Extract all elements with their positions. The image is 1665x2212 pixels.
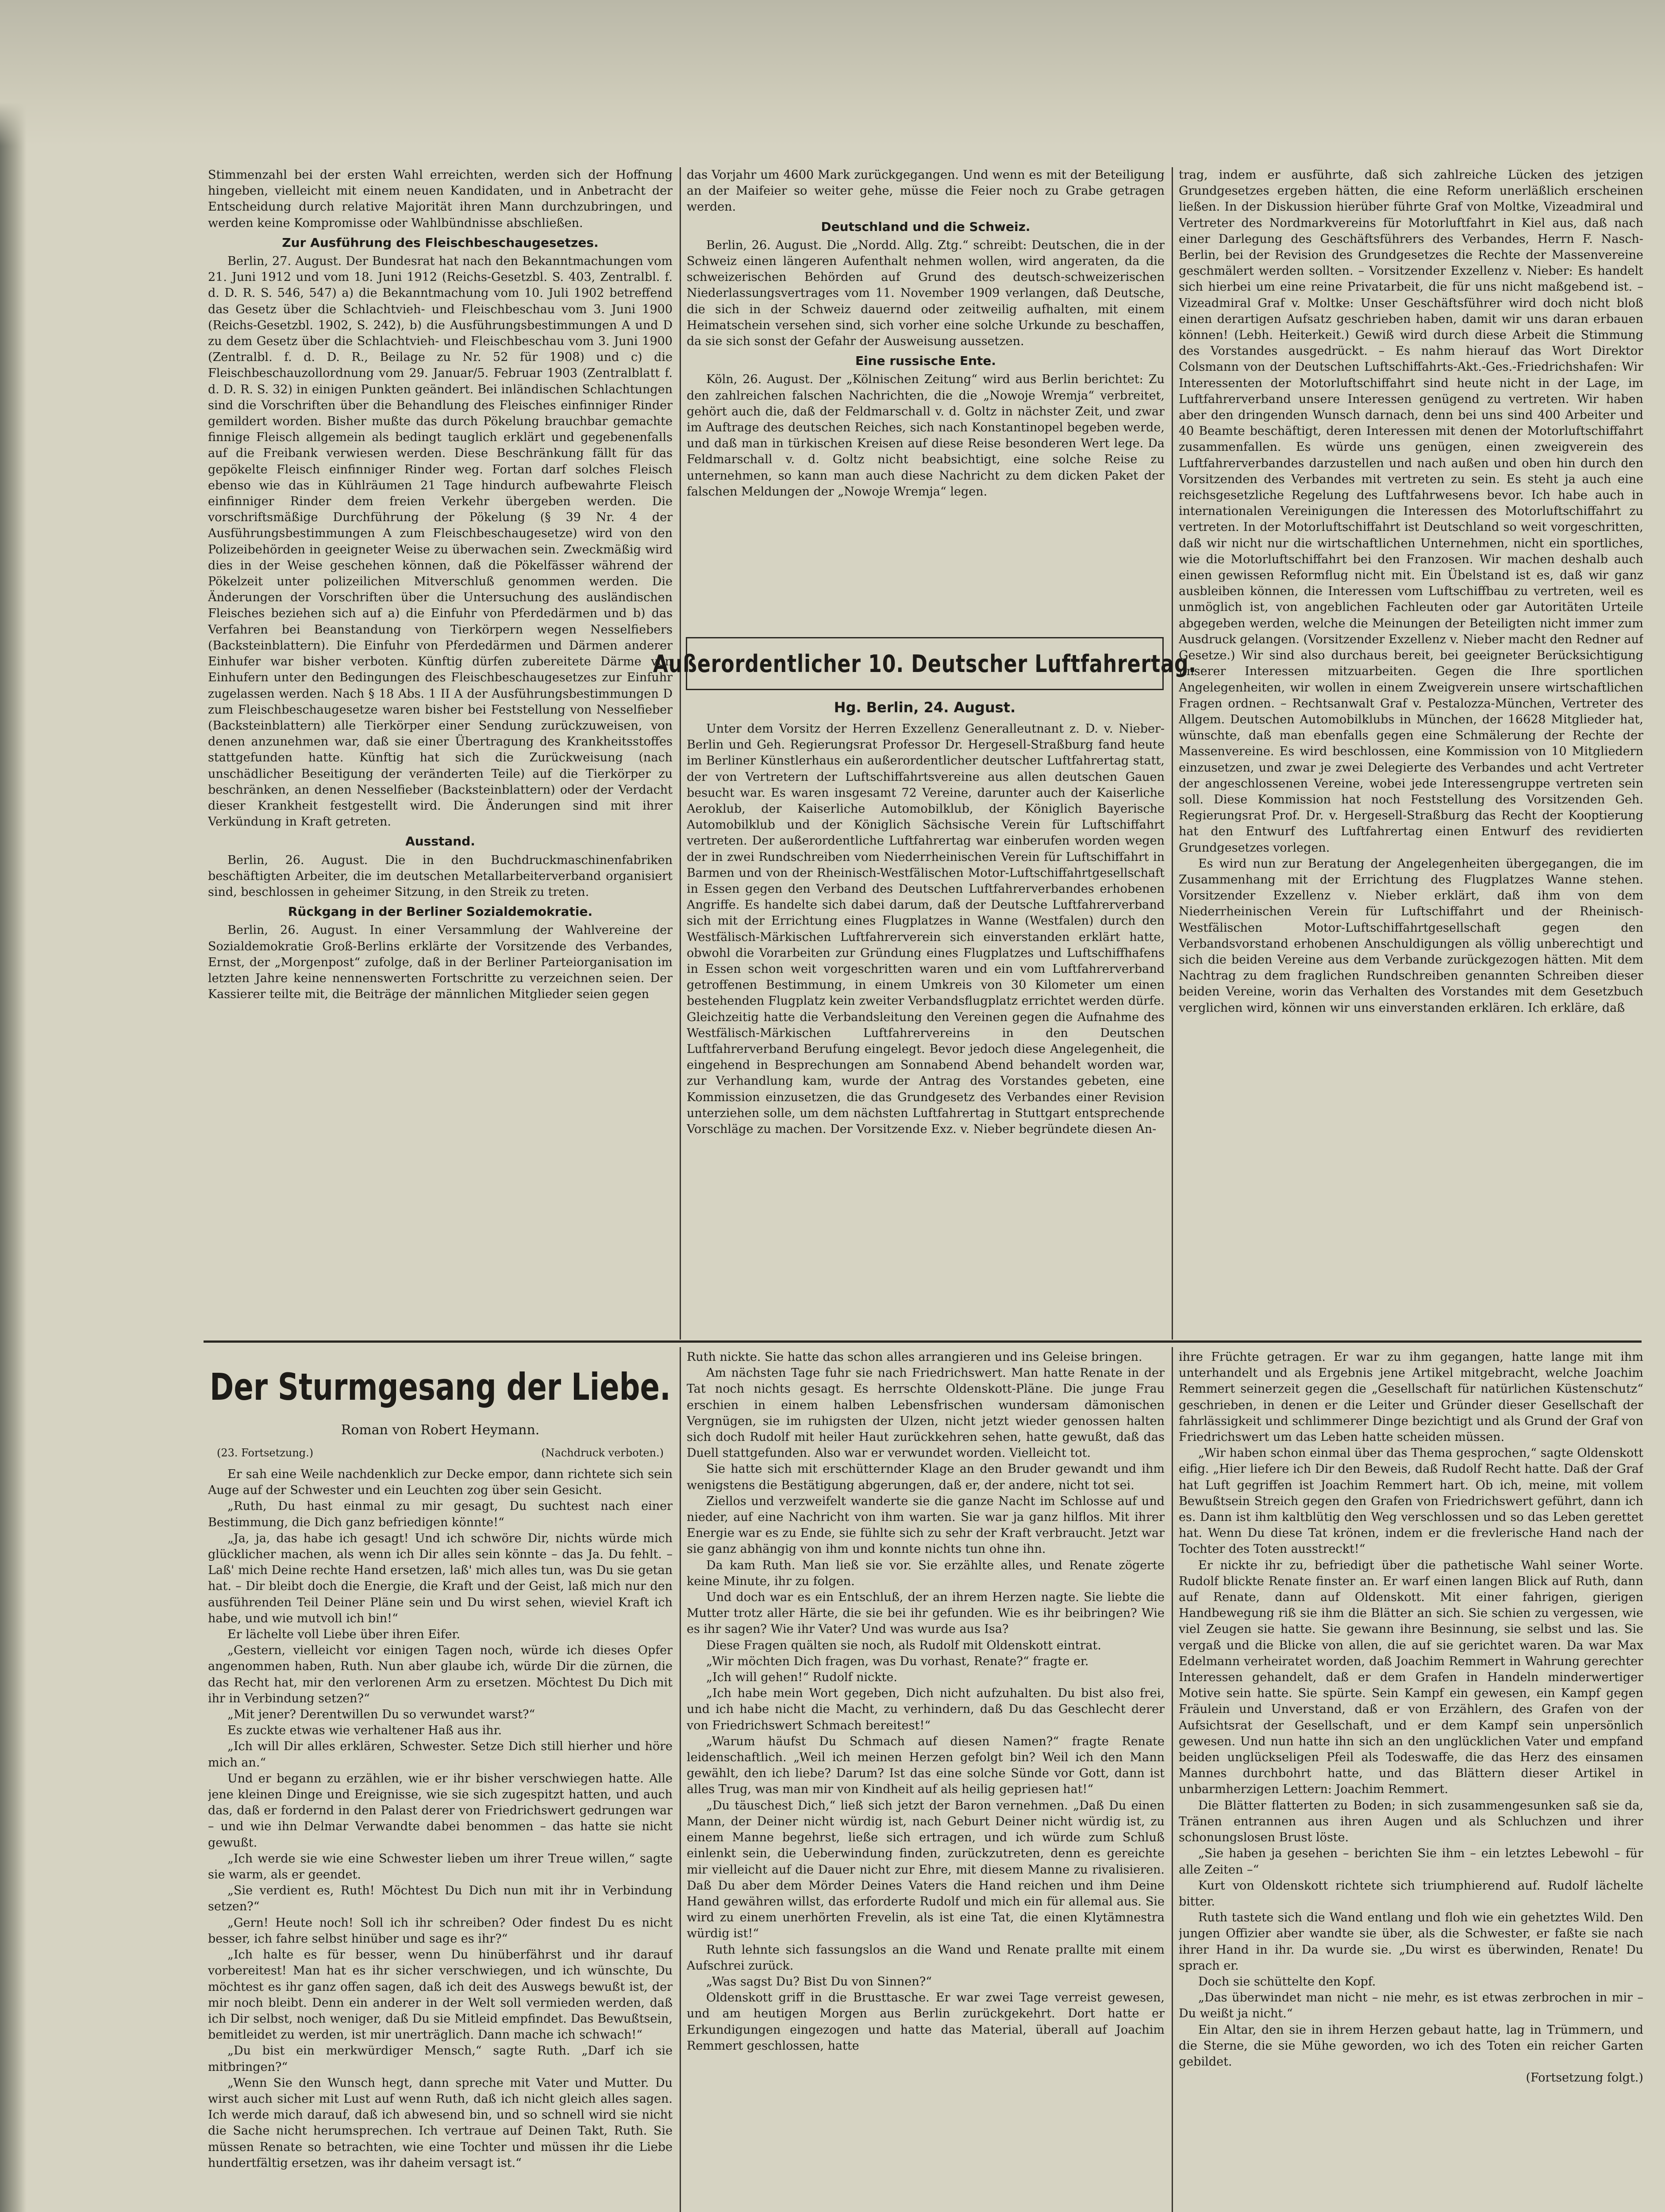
- novel-paragraph: Doch sie schüttelte den Kopf.: [1198, 1974, 1376, 1989]
- headline-title: Außerordentlicher 10. Deutscher Luftfahrertag.: [653, 649, 1197, 678]
- novel-paragraph: „Mit jener? Derentwillen Du so verwundet warst?“: [227, 1708, 535, 1722]
- novel-paragraph: Es zuckte etwas wie verhaltener Haß aus ihr.: [227, 1724, 502, 1738]
- novel-paragraph: Die Blätter flatterten zu Boden; in sich zusammengesunken saß sie da, Tränen entrannen aus ihren Augen und als Schluchzen und ihrer schonungslosen Brust löste.: [1179, 1798, 1643, 1845]
- novel-paragraph: „Ich will gehen!“ Rudolf nickte.: [706, 1671, 897, 1685]
- novel-paragraph: Ruth nickte. Sie hatte das schon alles arrangieren und ins Geleise bringen.: [687, 1350, 1142, 1364]
- article-paragraph: Berlin, 27. August. Der Bundesrat hat nach den Bekanntmachungen vom 21. Juni 1912 und vom 18. Juni 1912 (Reichs-Gesetzbl. S. 403, Zentralbl. f. d. D. R. S. 546, 547) a) die Bekanntmachung vom 10. Juli 1902 betreffend das Gesetz über die Schlachtvieh- und Fleischbeschau vom 3. Juni 1900 (Reichs-Gesetzbl. 1902, S. 242), b) die Ausführungsbestimmungen A und D zu dem Gesetz über die Schlachtvieh- und Fleischbeschau vom 3. Juni 1900 (Zentralbl. f. d. D. R., Beilage zu Nr. 52 für 1908) und c) die Fleischbeschauzollordnung vom 29. Januar/5. Februar 1903 (Zentralblatt f. d. D. R. S. 32) in einigen Punkten geändert. Bei inländischen Schlachtungen sind die Vorschriften über die Behandlung des Fleisches einfinniger Rinder gemildert worden. Bisher mußte das durch Pökelung brauchbar gemachte finnige Fleisch allgemein als bedingt tauglich erklärt und gegebenenfalls auf die Freibank verwiesen werden. Diese Beschränkung fällt für das gepökelte Fleisch einfinniger Rinder weg. Fortan darf solches Fleisch ebenso wie das in Kühlräumen 21 Tage hindurch aufbewahrte Fleisch einfinniger Rinder dem freien Verkehr übergeben werden. Die vorschriftsmäßige Durchführung der Pökelung (§ 39 Nr. 4 der Ausführungsbestimmungen A zum Fleischbeschaugesetze) wird von den Polizeibehörden in geeigneter Weise zu überwachen sein. Zweckmäßig wird dies in der Weise geschehen können, daß die Pökelfässer während der Pökelzeit unter polizeilichen Mitverschluß genommen werden. Die Änderungen der Vorschriften über die Untersuchung des ausländischen Fleisches beziehen sich auf a) die Einfuhr von Pferdedärmen und b) das Verfahren bei Beanstandung von Tierkörpern wegen Nesselfiebers (Backsteinblattern). Die Einfuhr von Pferdedärmen und Därmen anderer Einhufer war bisher verboten. Künftig dürfen zubereitete Därme von Einhufern unter den Bedingungen des Fleischbeschaugesetzes zur Einfuhr zugelassen werden. Nach § 18 Abs. 1 II A der Ausführungsbestimmungen D zum Fleischbeschaugesetze waren bisher bei Feststellung von Nesselfieber (Backsteinblattern) alle Tierkörper einer Sendung zurückzuweisen, von denen anzunehmen war, daß sie einer Übertragung des Krankheitsstoffes stattgefunden hatte. Künftig hat sich die Zurückweisung (nach unschädlicher Beseitigung der veränderten Teile) auf die Tierkörper zu beschränken, an denen Nesselfieber (Backsteinblattern) oder der Verdacht dieser Krankheit festgestellt wird. Die Änderungen sind mit ihrer Verkündung in Kraft getreten.: [208, 254, 673, 829]
- novel-paragraph: „Was sagst Du? Bist Du von Sinnen?“: [706, 1974, 932, 1989]
- novel-copyright: (Nachdruck verboten.): [541, 1447, 664, 1459]
- novel-paragraph: „Ich habe mein Wort gegeben, Dich nicht aufzuhalten. Du bist also frei, und ich habe nicht die Macht, zu verhindern, daß Du das Geschlecht derer von Friedrichswert Schmach bereitest!“: [687, 1686, 1165, 1732]
- article-heading: Rückgang in der Berliner Sozialdemokratie.: [288, 904, 593, 919]
- article-paragraph: trag, indem er ausführte, daß sich zahlreiche Lücken des jetzigen Grundgesetzes ergeben hätten, die eine Reform unerläßlich erscheinen ließen. In der Diskussion hierüber führte Graf von Moltke, Vizeadmiral und Vertreter des Nordmarkvereins für Motorluftfahrt in Kiel aus, daß nach einer Darlegung des Geschäftsführers des Verbandes, Herrn F. Nasch-Berlin, bei der Revision des Grundgesetzes die Rechte der Massenvereine geschmälert werden sollten. – Vorsitzender Exzellenz v. Nieber: Es handelt sich hierbei um eine reine Privatarbeit, die für uns nicht maßgebend ist. – Vizeadmiral Graf v. Moltke: Unser Geschäftsführer wird doch nicht bloß einen derartigen Aufsatz geschrieben haben, damit wir uns daran erbauen können! (Lebh. Heiterkeit.) Gewiß wird durch diese Arbeit die Stimmung des Vorstandes ausgedrückt. – Es nahm hierauf das Wort Direktor Colsmann von der Deutschen Luftschiffahrts-Akt.-Ges.-Friedrichshafen: Wir Interessenten der Motorluftschiffahrt sind heute nicht in der Lage, im Luftfahrerverband unsere Interessen genügend zu vertreten. Wir haben aber den dringenden Wunsch darnach, denn bei uns sind 400 Arbeiter und 40 Beamte beschäftigt, deren Interessen mit denen der Motorluftschiffahrt zusammenfallen. Es würde uns genügen, einen zweigverein des Luftfahrerverbandes darzustellen und nach außen und oben hin durch den Vorsitzenden des Verbandes mit vertreten zu sein. Es steht ja auch eine reichsgesetzliche Regelung des Luftfahrwesens bevor. Ich habe auch in internationalen Vereinigungen die Interessen des Motorluftschiffahrt zu vertreten. In der Motorluftschiffahrt ist Deutschland so weit vorgeschritten, daß wir nicht nur die wirtschaftlichen Unternehmen, nicht ein sportliches, wie die Motorluftschiffahrt bei den Franzosen. Wir machen deshalb auch einen gewissen Reformflug nicht mit. Ein Übelstand ist es, daß wir ganz ausbleiben können, die Interessen vom Luftschiffbau zu vertreten, weil es unmöglich ist, von angeblichen Fachleuten oder gar Autoritäten Urteile abgegeben werden, welche die Meinungen der Beteiligten nicht immer zum Ausdruck gelangen. (Vorsitzender Exzellenz v. Nieber macht den Redner auf Gesetze.) Wir sind also durchaus bereit, bei geeigneter Berücksichtigung unserer Interessen mitzuarbeiten. Gegen die Ihre sportlichen Angelegenheiten, wir wollen in einem Zweigverein unsere wirtschaftlichen Fragen ordnen. – Rechtsanwalt Graf v. Pestalozza-München, Vertreter des Allgem. Deutschen Automobilklubs in München, der 16628 Mitglieder hat, wünschte, daß man ebenfalls gegen eine Schmälerung der Rechte der Massenvereine. Es wird beschlossen, eine Kommission von 10 Mitgliedern einzusetzen, und zwar je zwei Delegierte des Verbandes und acht Vertreter der angeschlossenen Vereine, wobei jede Interessengruppe vertreten sein soll. Diese Kommission hat noch Feststellung des Vorsitzenden Geh. Regierungsrat Prof. Dr. v. Hergesell-Straßburg das Recht der Kooptierung hat den Entwurf des Luftfahrertag einen Entwurf des revidierten Grundgesetzes vorlegen.: [1179, 168, 1643, 855]
- novel-paragraph: Am nächsten Tage fuhr sie nach Friedrichswert. Man hatte Renate in der Tat noch nichts gesagt. Es herrschte Oldenskott-Pläne. Die junge Frau erschien in einem halben Lebensfrischen wundersam dämonischen Vergnügen, sie im ruhigsten der Ulzen, nicht jetzt wieder genossen halten sich doch Rudolf mit heiler Haut zurückkehren sehen, hatte gewußt, daß das Duell stattgefunden. Also war er verwundet worden. Vielleicht tot.: [687, 1366, 1165, 1460]
- novel-paragraph: „Gern! Heute noch! Soll ich ihr schreiben? Oder findest Du es nicht besser, ich fahre selbst hinüber und sage es ihr?“: [208, 1916, 673, 1946]
- column-rule: [680, 167, 681, 1340]
- article-paragraph: Unter dem Vorsitz der Herren Exzellenz Generalleutnant z. D. v. Nieber-Berlin und Geh. Regierungsrat Professor Dr. Hergesell-Straßburg fand heute im Berliner Künstlerhaus ein außerordentlicher deutscher Luftfahrertag statt, der von Vertretern der Luftschiffahrtsvereine aus allen deutschen Gauen besucht war. Es waren insgesamt 72 Vereine, darunter auch der Kaiserliche Aeroklub, der Kaiserliche Automobilklub, der Königlich Bayerische Automobilklub und der Königlich Sächsische Verein für Luftschiffahrt vertreten. Der außerordentliche Luftfahrertag war einberufen worden wegen der in zwei Rundschreiben vom Niederrheinischen Verein für Luftschiffahrt in Barmen und von der Rheinisch-Westfälischen Motor-Luftschiffahrtgesellschaft in Essen gegen den Verband des Deutschen Luftfahrerverbandes erhobenen Angriffe. Es handelte sich dabei darum, daß der Deutsche Luftfahrerverband sich mit der Errichtung eines Flugplatzes in Wanne (Westfalen) durch den Westfälisch-Märkischen Luftfahrerverein sich einverstanden erklärt hatte, obwohl die Vorarbeiten zur Gründung eines Flugplatzes und Luftschiffhafens in Essen schon weit vorgeschritten waren und ein vom Luftfahrerverband getroffenen Bestimmung, in einem Umkreis von 30 Kilometer um einen bestehenden Flugplatz kein zweiter Verbandsflugplatz errichtet werden dürfe. Gleichzeitig hatte die Verbandsleitung den Vereinen gegen die Aufnahme des Westfälisch-Märkischen Luftfahrervereins in den Deutschen Luftfahrerverband Berufung eingelegt. Bevor jedoch diese Angelegenheit, die eingehend in Besprechungen am Sonnabend Abend behandelt worden war, zur Verhandlung kam, wurde der Antrag des Vorstandes gebeten, eine Kommission einzusetzen, die das Grundgesetz des Verbandes einer Revision unterziehen solle, um dem nächsten Luftfahrertag in Stuttgart entsprechende Vorschläge zu machen. Der Vorsitzende Exz. v. Nieber begründete diesen An-: [687, 722, 1165, 1137]
- novel-paragraph: „Sie haben ja gesehen – berichten Sie ihm – ein letztes Lebewohl – für alle Zeiten –“: [1179, 1847, 1643, 1877]
- novel-paragraph: „Ich werde sie wie eine Schwester lieben um ihrer Treue willen,“ sagte sie warm, als er geendet.: [208, 1851, 673, 1882]
- novel-paragraph: Und er begann zu erzählen, wie er ihr bisher verschwiegen hatte. Alle jene kleinen Dinge und Ereignisse, wie sie sich zugespitzt hatten, und auch das, daß er fordernd in den Palast derer von Friedrichswert gedrungen war – und wie ihn Delmar Verwandte dabei benommen – das hatte sie nicht gewußt.: [208, 1771, 673, 1850]
- article-paragraph: Köln, 26. August. Der „Kölnischen Zeitung“ wird aus Berlin berichtet: Zu den zahlreichen falschen Nachrichten, die die „Nowoje Wremja“ verbreitet, gehört auch die, daß der Feldmarschall v. d. Goltz in nächster Zeit, und zwar im Auftrage des deutschen Reiches, sich nach Konstantinopel begeben werde, und daß man in türkischen Kreisen auf diese Reise besonderen Wert lege. Da Feldmarschall v. d. Goltz nicht beabsichtigt, eine solche Reise zu unternehmen, so kann man auch diese Nachricht zu dem dicken Paket der falschen Meldungen der „Nowoje Wremja“ legen.: [687, 373, 1165, 499]
- novel-title: [208, 1358, 673, 1416]
- novel-paragraph: Diese Fragen quälten sie noch, als Rudolf mit Oldenskott eintrat.: [706, 1638, 1102, 1652]
- article-paragraph: Berlin, 26. August. In einer Versammlung der Wahlvereine der Sozialdemokratie Groß-Berlins erklärte der Vorsitzende des Verbandes, Ernst, der „Morgenpost“ zufolge, daß in der Berliner Parteiorganisation im letzten Jahre keine nennenswerten Fortschritte zu verzeichnen seien. Der Kassierer teilte mit, die Beiträge der männlichen Mitglieder seien gegen: [208, 923, 673, 1002]
- article-heading: Ausstand.: [405, 834, 475, 849]
- novel-paragraph: „Ich will Dir alles erklären, Schwester. Setze Dich still hierher und höre mich an.“: [208, 1740, 673, 1770]
- novel-paragraph: „Sie verdient es, Ruth! Möchtest Du Dich nun mit ihr in Verbindung setzen?“: [208, 1884, 673, 1914]
- novel-author: Roman von Robert Heymann.: [341, 1422, 540, 1438]
- novel-paragraph: „Du täuschest Dich,“ ließ sich jetzt der Baron vernehmen. „Daß Du einen Mann, der Deiner nicht würdig ist, nach Geburt Deiner nicht würdig ist, zu einem Manne begehrst, ließe sich ertragen, und ich würde zum Schluß einlenkt sein, die Ueberwindung finden, zurückzutreten, denn es gereichte mir vielleicht auf die Dauer nicht zur Ehre, mit diesem Manne zu rivalisieren. Daß Du aber dem Mörder Deines Vaters die Hand reichen und ihm Deine Hand gewähren willst, das erforderte Rudolf und mich ein für allemal aus. Sie wird zu einem unerhörten Frevelin, als ist eine Tat, die einen Klytämnestra würdig ist!“: [687, 1798, 1165, 1941]
- column-rule: [1172, 167, 1173, 1340]
- column-rule: [1172, 1347, 1173, 2212]
- headline-box: [653, 637, 1197, 690]
- novel-paragraph: Er nickte ihr zu, befriedigt über die pathetische Wahl seiner Worte. Rudolf blickte Renate finster an. Er warf einen langen Blick auf Ruth, dann auf Renate, dann auf Oldenskott. Mit einer fahrigen, gierigen Handbewegung riß sie ihm die Blätter an sich. Sie schien zu vergessen, wie viel Zeugen sie hatte. Sie gewann ihre Besinnung, sie selbst und las. Sie vergaß und die Blicke von allen, die auf sie gerichtet waren. Da war Max Edelmann verheiratet worden, daß Joachim Remmert in Wahrung gerechter Interessen gehandelt, daß er dem Grafen in Handeln minderwertiger Motive sein hatte. Sie spürte. Sein Kampf ein gewesen, ein Kampf gegen Fräulein und Unverstand, daß er von Erzählern, des Grafen von der Aufsichtsrat der Gesellschaft, und er dem Kampf sein unpersönlich gewesen. Und nun hatte ihn sich an den unglücklichen Vater und empfand beiden unglückseligen Pfeil als Todeswaffe, die das Herz des einsamen Mannes durchbohrt hatte, und das Blättern dieser Artikel in unbarmherzigen Lettern: Joachim Remmert.: [1179, 1558, 1643, 1797]
- article-heading: Eine russische Ente.: [855, 353, 996, 369]
- novel-paragraph: „Ja, ja, das habe ich gesagt! Und ich schwöre Dir, nichts würde mich glücklicher machen, als wenn ich Dir alles sein könnte – das Ja. Du fehlt. – Laß' mich Deine rechte Hand ersetzen, laß' mich alles tun, was Du sie getan hat. – Dir bleibt doch die Energie, die Kraft und der Geist, laß mich nur den ausführenden Teil Deiner Pläne sein und Du wirst sehen, wieviel Kraft ich habe, und wie mutvoll ich bin!“: [208, 1531, 673, 1625]
- headline-dateline: Hg. Berlin, 24. August.: [834, 699, 1016, 716]
- novel-paragraph: Er sah eine Weile nachdenklich zur Decke empor, dann richtete sich sein Auge auf der Schwester und ein Leuchten zog über sein Gesicht.: [208, 1467, 673, 1498]
- novel-paragraph: Sie hatte sich mit erschütternder Klage an den Bruder gewandt und ihm wenigstens die Bestätigung abgerungen, daß er, der andere, nicht tot sei.: [687, 1462, 1165, 1492]
- novel-paragraph: „Ruth, Du hast einmal zu mir gesagt, Du suchtest nach einer Bestimmung, die Dich ganz befriedigen könnte!“: [208, 1499, 673, 1529]
- novel-paragraph: „Wir möchten Dich fragen, was Du vorhast, Renate?“ fragte er.: [706, 1654, 1089, 1668]
- article-paragraph: Stimmenzahl bei der ersten Wahl erreichten, werden sich der Hoffnung hingeben, vielleicht mit einem neuen Kandidaten, und in Anbetracht der Entscheidung durch relative Majorität ihren Mann durchzubringen, und werden keine Kompromisse oder Wahlbündnisse abschließen.: [208, 168, 673, 230]
- novel-paragraph: „Warum häufst Du Schmach auf diesen Namen?“ fragte Renate leidenschaftlich. „Weil ich meinen Herzen gefolgt bin? Weil ich den Mann gewählt, den ich liebe? Darum? Ist das eine solche Sünde vor Gott, dann ist alles Trug, was man mir von Kindheit auf als heilig gepriesen hat!“: [687, 1734, 1165, 1797]
- novel-paragraph: „Du bist ein merkwürdiger Mensch,“ sagte Ruth. „Darf ich sie mitbringen?“: [208, 2044, 673, 2074]
- column-novel-2: [687, 1349, 1165, 2212]
- novel-paragraph: „Wenn Sie den Wunsch hegt, dann spreche mit Vater und Mutter. Du wirst auch sicher mit Lust auf wenn Ruth, daß ich nicht gleich alles sagen. Ich werde mich darauf, daß ich abwesend bin, und so schnell wird sie nicht die Sache nicht herumsprechen. Ich vertraue auf Deinen Takt, Ruth. Sie müssen Renate so betrachten, wie eine Tochter und müssen ihr die Liebe hundertfältig ersetzen, was ihr daheim versagt ist.“: [208, 2076, 673, 2170]
- article-heading: Deutschland und die Schweiz.: [821, 219, 1031, 234]
- novel-paragraph: Er lächelte voll Liebe über ihren Eifer.: [227, 1628, 461, 1642]
- article-paragraph: Berlin, 26. August. Die „Nordd. Allg. Ztg.“ schreibt: Deutschen, die in der Schweiz einen längeren Aufenthalt nehmen wollen, wird angeraten, da die schweizerischen Behörden auf Grund des deutsch-schweizerischen Niederlassungsvertrages vom 11. November 1909 verlangen, daß Deutsche, die sich in der Schweiz dauernd oder zeitweilig aufhalten, mit einem Heimatschein versehen sind, sich vorher eine solche Urkunde zu beschaffen, da sie sich sonst der Gefahr der Ausweisung aussetzen.: [687, 238, 1165, 349]
- novel-paragraph: „Ich halte es für besser, wenn Du hinüberfährst und ihr darauf vorbereitest! Man hat es ihr sicher verschwiegen, und ich wünschte, Du möchtest es ihr ganz offen sagen, daß ich deit des Auswegs bewußt ist, der mir noch bleibt. Denn ein anderer in der Welt soll vermieden werden, daß ich Dir selbst, noch weniger, daß Du sie Mitleid empfindet. Das Bewußtsein, bemitleidet zu werden, ist mir unerträglich. Dann mache ich schwach!“: [208, 1948, 673, 2042]
- novel-paragraph: Da kam Ruth. Man ließ sie vor. Sie erzählte alles, und Renate zögerte keine Minute, ihr zu folgen.: [687, 1558, 1165, 1588]
- feuilleton-divider: [204, 1340, 1642, 1343]
- novel-paragraph: Ziellos und verzweifelt wanderte sie die ganze Nacht im Schlosse auf und nieder, auf eine Nachricht von ihm warten. Sie war ja ganz hilflos. Mit ihrer Energie war es zu Ende, sie fühlte sich zu sehr der Kraft verbraucht. Jetzt war sie ganz abhängig von ihm und konnte nichts tun ohne ihn.: [687, 1494, 1165, 1556]
- article-heading: Zur Ausführung des Fleischbeschaugesetzes.: [282, 235, 599, 250]
- column-novel-1: [208, 1467, 673, 2212]
- novel-installment: (23. Fortsetzung.): [217, 1447, 314, 1459]
- article-paragraph: das Vorjahr um 4600 Mark zurückgegangen. Und wenn es mit der Beteiligung an der Maifeier so weiter gehe, müsse die Feier noch zu Grabe getragen werden.: [687, 168, 1165, 214]
- page-binding-shadow: [0, 0, 27, 2212]
- column-luftfahrertag-cont: [1179, 167, 1643, 1335]
- novel-paragraph: Kurt von Oldenskott richtete sich triumphierend auf. Rudolf lächelte bitter.: [1179, 1878, 1643, 1909]
- column-novel-3: [1179, 1349, 1643, 2212]
- novel-paragraph: Ruth tastete sich die Wand entlang und floh wie ein gehetztes Wild. Den jungen Offizier aber wandte sie über, als die Schwester, er faßte sie nach ihrer Hand in ihr. Da wurde sie. „Du wirst es überwinden, Renate! Du sprach er.: [1179, 1911, 1643, 1973]
- novel-title-text: Der Sturmgesang der Liebe.: [210, 1365, 671, 1409]
- novel-paragraph: Und doch war es ein Entschluß, der an ihrem Herzen nagte. Sie liebte die Mutter trotz aller Härte, die sie bei ihr gefunden. Wie es ihr beibringen? Wie es ihr sagen? Wie ihr Vater? Und was wurde aus Isa?: [687, 1590, 1165, 1636]
- article-paragraph: Berlin, 26. August. Die in den Buchdruckmaschinenfabriken beschäftigten Arbeiter, die im deutschen Metallarbeiterverband organisiert sind, beschlossen in geheimer Sitzung, in den Streik zu treten.: [208, 853, 673, 899]
- column-rule: [680, 1347, 681, 2212]
- novel-paragraph: Ein Altar, den sie in ihrem Herzen gebaut hatte, lag in Trümmern, und die Sterne, die sie Mühe geworden, wo ich des Toten ein reicher Garten gebildet.: [1179, 2023, 1643, 2069]
- page-top-margin: [0, 0, 1665, 146]
- novel-paragraph: „Gestern, vielleicht vor einigen Tagen noch, würde ich dieses Opfer angenommen haben, Ruth. Nun aber glaube ich, würde Dir die zürnen, die das Recht hat, mir den verlorenen Arm zu ersetzen. Möchtest Du Dich mit ihr in Verbindung setzen?“: [208, 1644, 673, 1705]
- column-politics: [208, 167, 673, 1335]
- novel-paragraph: Oldenskott griff in die Brusttasche. Er war zwei Tage verreist gewesen, und am heutigen Morgen aus Berlin zurückgekehrt. Dort hatte er Erkundigungen eingezogen und hatte das Material, überall auf Joachim Remmert geschlossen, hatte: [687, 1991, 1165, 2053]
- novel-paragraph: „Wir haben schon einmal über das Thema gesprochen,“ sagte Oldenskott eifig. „Hier liefere ich Dir den Beweis, daß Rudolf Recht hatte. Daß der Graf hat Luft gegriffen ist Joachim Remmert hart. Ob ich, meine, mit vollem Bewußtsein Streich gegen den Grafen von Friedrichswert geführt, dann ich es. Dann ist ihm kaltblütig den Weg verschlossen und so das Leben gerettet hat. Wenn Du diese Tat krönen, indem er die frevlerische Hand nach der Tochter des Toten ausstreckt!“: [1179, 1446, 1643, 1556]
- column-luftfahrertag: [687, 721, 1165, 1336]
- article-paragraph: Es wird nun zur Beratung der Angelegenheiten übergegangen, die im Zusammenhang mit der Errichtung des Flugplatzes Wanne stehen. Vorsitzender Exzellenz v. Nieber erklärt, daß ihm von dem Niederrheinischen Verein für Luftschiffahrt und der Rheinisch-Westfälischen Motor-Luftschiffahrtgesellschaft gegen den Verbandsvorstand erhobenen Anschuldigungen als völlig unberechtigt und sich die beiden Vereine aus dem Verbande zurückgezogen hätten. Mit dem Nachtrag zu dem fraglichen Rundschreiben genannten Schreiben dieser beiden Vereine, worin das Verhalten des Vorstandes mit dem Gesetzbuch verglichen wird, können wir uns einverstanden erklären. Ich erkläre, daß: [1179, 856, 1643, 1015]
- column-news: [687, 167, 1165, 632]
- novel-paragraph: Ruth lehnte sich fassungslos an die Wand und Renate prallte mit einem Aufschrei zurück.: [687, 1943, 1165, 1973]
- novel-paragraph: ihre Früchte getragen. Er war zu ihm gegangen, hatte lange mit ihm unterhandelt und als Ergebnis jene Artikel mitgebracht, welche Joachim Remmert seinerzeit gegen die „Gesellschaft für natürlichen Küstenschutz“ geschrieben, in denen er die Leiter und Gründer dieser Gesellschaft der fahrlässigkeit und schlimmerer Dinge bezichtigt und als Grund der Graf von Friedrichswert um das Leben hatte scheiden müssen.: [1179, 1350, 1643, 1444]
- novel-paragraph: „Das überwindet man nicht – nie mehr, es ist etwas zerbrochen in mir – Du weißt ja nicht.“: [1179, 1991, 1643, 2021]
- novel-continued: (Fortsetzung folgt.): [1526, 2071, 1643, 2085]
- novel-meta: [217, 1447, 664, 1459]
